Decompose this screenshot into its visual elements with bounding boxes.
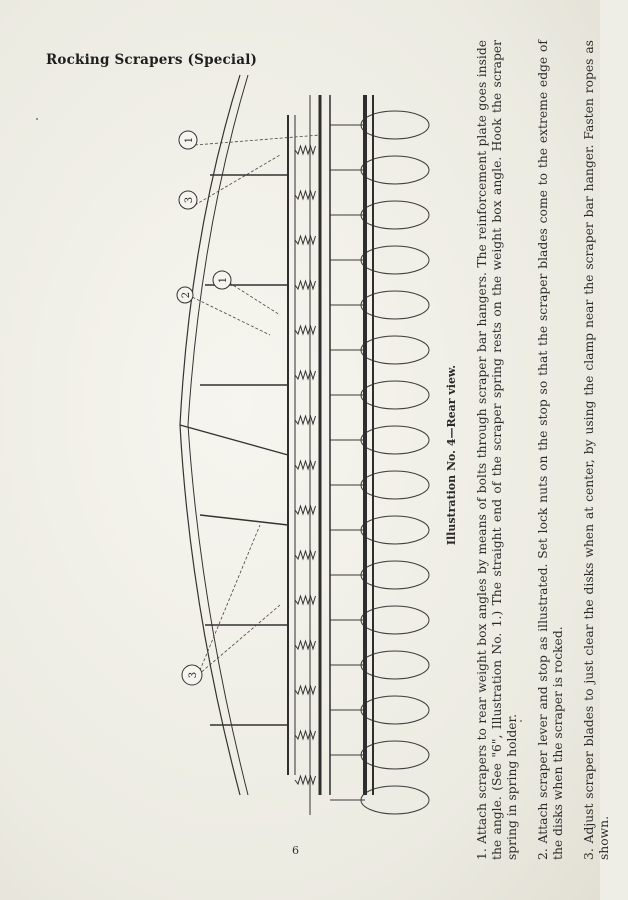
disk bbox=[361, 741, 429, 769]
scraper-spring bbox=[295, 371, 316, 379]
disk bbox=[361, 291, 429, 319]
instruction-steps bbox=[475, 40, 628, 860]
scraper-spring bbox=[295, 506, 316, 514]
callout-label: 1 bbox=[184, 136, 195, 144]
scraper-spring bbox=[295, 326, 316, 334]
scraper-spring bbox=[295, 461, 316, 469]
scraper-spring bbox=[295, 731, 316, 739]
instruction-step bbox=[582, 40, 612, 860]
page-number: 6 bbox=[292, 844, 299, 857]
disk bbox=[361, 111, 429, 139]
rocking-lever bbox=[180, 75, 310, 815]
disk bbox=[361, 156, 429, 184]
paper-speck bbox=[36, 118, 38, 120]
scraper-springs bbox=[295, 146, 316, 784]
disk bbox=[361, 246, 429, 274]
scraper-spring bbox=[295, 236, 316, 244]
step-text: Attach scraper lever and stop as illustrated. Set lock nuts on the stop so that the scraper blades come to the extreme edge of the disks when the scraper is rocked. bbox=[536, 40, 565, 860]
scraper-spring bbox=[295, 551, 316, 559]
callout-label: 3 bbox=[184, 196, 195, 204]
instruction-step bbox=[475, 40, 520, 860]
disk bbox=[361, 651, 429, 679]
instruction-step bbox=[536, 40, 566, 860]
callout-label: 2 bbox=[181, 291, 192, 299]
scraper-spring bbox=[295, 641, 316, 649]
scraper-spring bbox=[295, 146, 316, 154]
disk bbox=[361, 696, 429, 724]
disk bbox=[361, 606, 429, 634]
disk bbox=[361, 381, 429, 409]
disk-gang bbox=[330, 111, 429, 814]
scraper-spring bbox=[295, 776, 316, 784]
callout-leaders bbox=[188, 135, 320, 675]
scraper-spring bbox=[295, 686, 316, 694]
step-text: Attach scrapers to rear weight box angles by means of bolts through scraper bar hangers. The reinforcement plate goes inside the angle. (See "6", Illustration No. 1.) The straight end of the scraper spring rests on the weight box angle. Hook the scraper spring in spring holder. bbox=[475, 40, 519, 860]
callouts bbox=[177, 131, 231, 685]
disk bbox=[361, 336, 429, 364]
scraper-spring bbox=[295, 281, 316, 289]
paper-speck bbox=[520, 720, 522, 722]
frame bbox=[288, 95, 373, 795]
rotated-content bbox=[170, 35, 611, 875]
illustration-caption: Illustration No. 4—Rear view. bbox=[445, 364, 458, 546]
step-number: 2. bbox=[536, 848, 550, 860]
disk bbox=[361, 786, 429, 814]
disk bbox=[361, 516, 429, 544]
disk bbox=[361, 471, 429, 499]
callout-label: 1 bbox=[218, 276, 229, 284]
step-text: Adjust scraper blades to just clear the disks when at center, by using the clamp near the scraper bar hanger. Fasten ropes as shown. bbox=[582, 40, 611, 860]
step-number: 1. bbox=[475, 848, 489, 860]
step-number: 3. bbox=[582, 848, 596, 860]
disks-group bbox=[330, 111, 429, 814]
disk bbox=[361, 561, 429, 589]
harrow-illustration bbox=[170, 55, 430, 855]
scraper-spring bbox=[295, 596, 316, 604]
scraper-spring bbox=[295, 191, 316, 199]
callout-label: 3 bbox=[188, 671, 199, 679]
disk bbox=[361, 426, 429, 454]
disk bbox=[361, 201, 429, 229]
scraper-spring bbox=[295, 416, 316, 424]
page-heading: Rocking Scrapers (Special) bbox=[46, 52, 258, 68]
